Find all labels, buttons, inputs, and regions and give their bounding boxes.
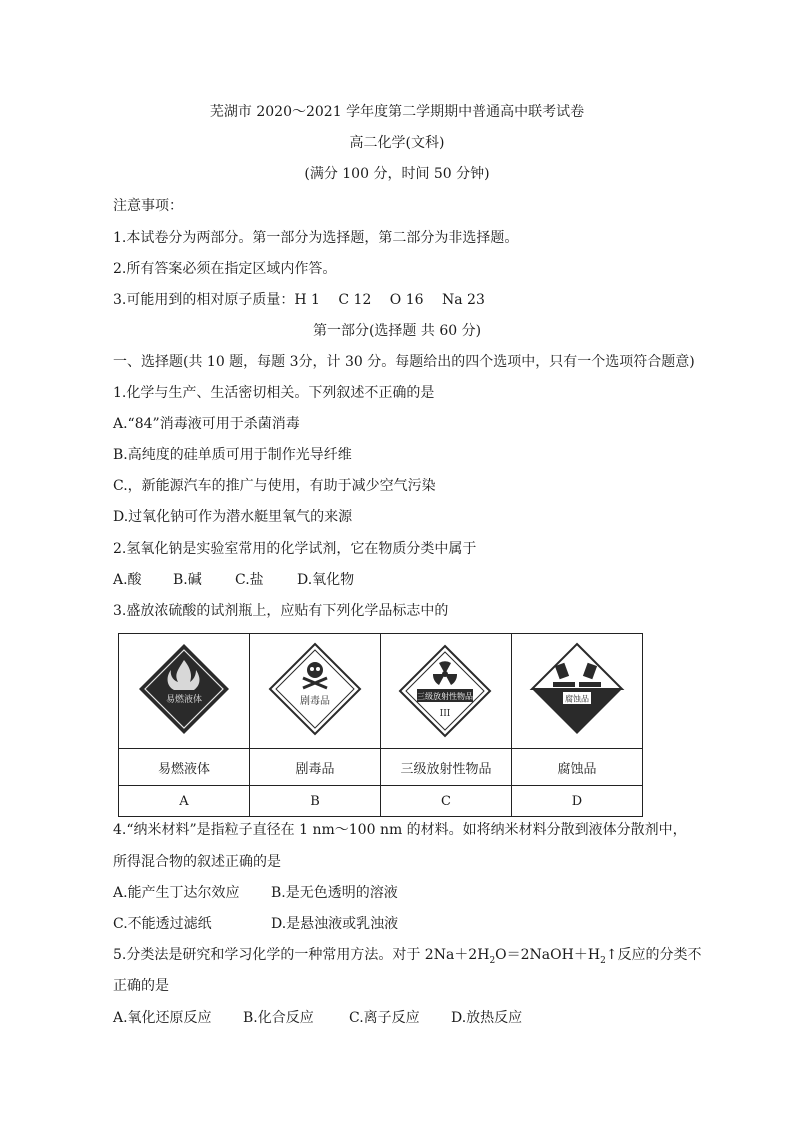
sign-name-b: 剧毒品 xyxy=(250,749,381,786)
q1-option-c: C.，新能源汽车的推广与使用，有助于减少空气污染 xyxy=(113,478,436,494)
sign-name-d: 腐蚀品 xyxy=(512,749,643,786)
q5-stem-mid: O＝2NaOH＋H xyxy=(495,947,601,963)
section-title: 一、选择题(共 10 题，每题 3分，计 30 分。每题给出的四个选项中，只有一个选项符合题意) xyxy=(113,354,695,370)
sign-inner-label: 易燃液体 xyxy=(165,695,203,705)
q4-option-b: B.是无色透明的溶液 xyxy=(271,885,398,901)
sign-cell-d xyxy=(512,634,643,749)
sign-name-c: 三级放射性物品 xyxy=(381,749,512,786)
q5-stem-line1 xyxy=(113,945,702,971)
q5-option-d: D.放热反应 xyxy=(451,1010,523,1026)
q5-option-b: B.化合反应 xyxy=(243,1010,314,1026)
q3-stem: 3.盛放浓硫酸的试剂瓶上，应贴有下列化学品标志中的 xyxy=(113,603,449,619)
q5-option-a: A.氧化还原反应 xyxy=(113,1010,212,1026)
q4-option-d: D.是悬浊液或乳浊液 xyxy=(271,916,399,932)
part1-title: 第一部分(选择题 共 60 分) xyxy=(312,323,482,339)
note-item-1: 1.本试卷分为两部分。第一部分为选择题，第二部分为非选择题。 xyxy=(113,230,519,246)
toxic-sign xyxy=(251,634,379,744)
sign-name-a: 易燃液体 xyxy=(119,749,250,786)
q1-option-a: A.“84”消毒液可用于杀菌消毒 xyxy=(113,416,300,432)
flammable-liquid-sign xyxy=(120,634,248,744)
score-time: (满分 100 分，时间 50 分钟) xyxy=(304,166,490,182)
sign-inner-label: 腐蚀品 xyxy=(565,694,589,704)
notes-heading: 注意事项： xyxy=(113,198,183,214)
q5-stem-prefix: 5.分类法是研究和学习化学的一种常用方法。对于 2Na＋2H xyxy=(113,947,490,963)
sign-letter-a: A xyxy=(119,786,250,817)
q5-stem-line2: 正确的是 xyxy=(113,978,169,994)
sign-cell-b xyxy=(250,634,381,749)
sign-cell-c xyxy=(381,634,512,749)
q5-sub-1: 2 xyxy=(489,955,496,966)
sign-cell-c-wrap xyxy=(381,636,509,746)
sign-letter-b: B xyxy=(250,786,381,817)
q2-options xyxy=(113,570,354,590)
q5-option-c: C.离子反应 xyxy=(349,1010,420,1026)
note-item-2: 2.所有答案必须在指定区域内作答。 xyxy=(113,261,337,277)
q4-option-a: A.能产生丁达尔效应 xyxy=(113,885,240,901)
q2-option-c: C.盐 xyxy=(235,572,264,588)
q4-stem-line2: 所得混合物的叙述正确的是 xyxy=(113,854,281,870)
sign-diamond xyxy=(270,644,360,734)
radioactive-sign xyxy=(381,636,509,746)
q1-option-d: D.过氧化钠可作为潜水艇里氧气的来源 xyxy=(113,509,353,525)
q1-option-b: B.高纯度的硅单质可用于制作光导纤维 xyxy=(113,447,352,463)
exam-title: 芜湖市 2020～2021 学年度第二学期期中普通高中联考试卷 xyxy=(209,104,585,120)
sign-letter-c: C xyxy=(381,786,512,817)
q4-option-c: C.不能透过滤纸 xyxy=(113,916,212,932)
q5-options xyxy=(113,1008,522,1028)
q4-options-row1 xyxy=(113,883,398,903)
note-item-3: 3.可能用到的相对原子质量：H 1 C 12 O 16 Na 23 xyxy=(113,292,485,308)
sign-letter-d: D xyxy=(512,786,643,817)
q1-stem: 1.化学与生产、生活密切相关。下列叙述不正确的是 xyxy=(113,385,435,401)
sign-inner-class: III xyxy=(439,709,451,719)
q4-stem-line1: 4.“纳米材料”是指粒子直径在 1 nm～100 nm 的材料。如将纳米材料分散到液体分散剂中， xyxy=(113,822,687,838)
q4-options-row2 xyxy=(113,914,398,934)
sign-inner-label: 剧毒品 xyxy=(300,696,330,707)
q2-option-a: A.酸 xyxy=(113,572,142,588)
q5-stem-suffix: ↑反应的分类不 xyxy=(605,947,702,963)
corrosive-sign xyxy=(513,634,641,744)
subject-title: 高二化学(文科) xyxy=(349,135,445,151)
sign-inner-label: 三级放射性物品 xyxy=(417,692,473,701)
hazard-sign-table xyxy=(118,633,643,817)
q2-stem: 2.氢氧化钠是实验室常用的化学试剂，它在物质分类中属于 xyxy=(113,541,477,557)
sign-cell-a xyxy=(119,634,250,749)
q2-option-d: D.氧化物 xyxy=(297,572,355,588)
q5-sub-2: 2 xyxy=(600,955,606,966)
q2-option-b: B.碱 xyxy=(173,572,202,588)
